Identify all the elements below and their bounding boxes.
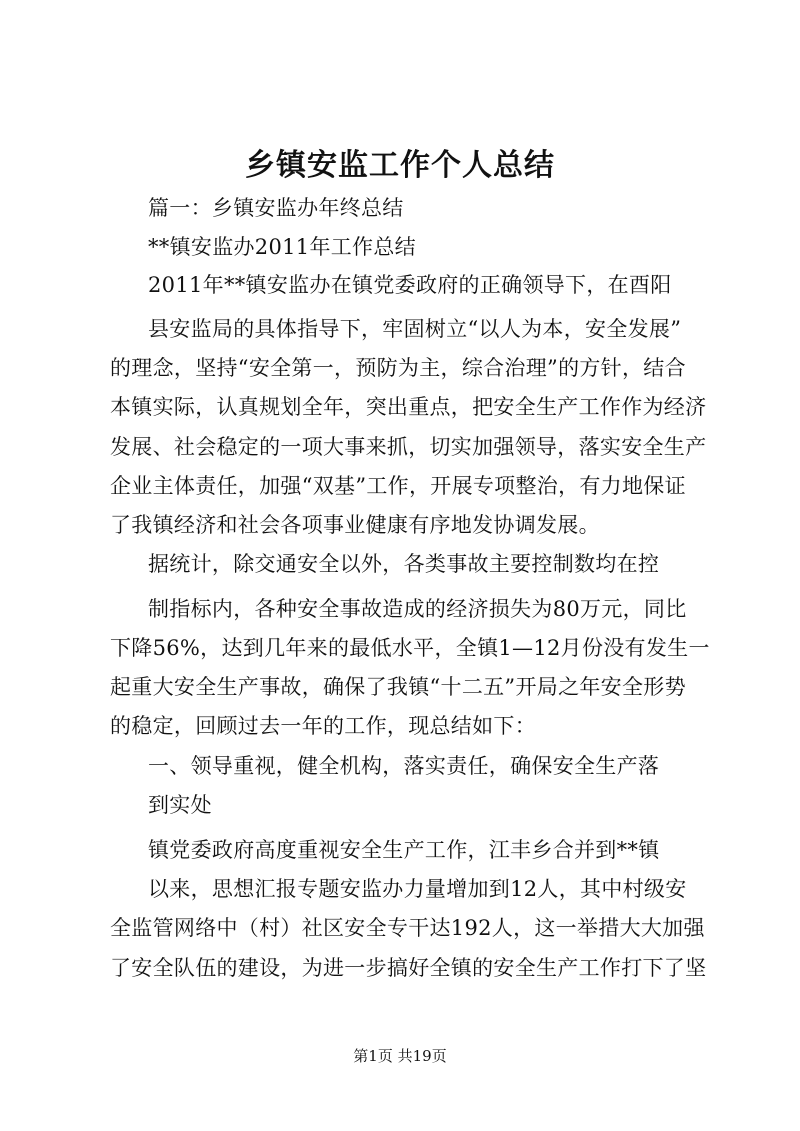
text-line: 制指标内，各种安全事故造成的经济损失为80万元，同比 bbox=[148, 597, 687, 621]
text-line: **镇安监办2011年工作总结 bbox=[148, 235, 416, 259]
text-line: 据统计，除交通安全以外，各类事故主要控制数均在控 bbox=[148, 552, 660, 576]
text-line: 2011年**镇安监办在镇党委政府的正确领导下，在酉阳 bbox=[148, 273, 672, 297]
text-line: 县安监局的具体指导下，牢固树立“以人为本，安全发展” bbox=[148, 317, 682, 341]
text-line: 企业主体责任，加强“双基”工作，开展专项整治，有力地保证 bbox=[110, 474, 686, 498]
text-line: 篇一：乡镇安监办年终总结 bbox=[148, 196, 404, 220]
text-line: 发展、社会稳定的一项大事来抓，切实加强领导，落实安全生产 bbox=[110, 435, 707, 459]
document-title: 乡镇安监工作个人总结 bbox=[245, 148, 555, 183]
text-line: 了安全队伍的建设，为进一步搞好全镇的安全生产工作打下了坚 bbox=[110, 956, 707, 980]
text-line: 下降56%，达到几年来的最低水平，全镇1—12月份没有发生一 bbox=[110, 636, 710, 660]
text-line: 的稳定，回顾过去一年的工作，现总结如下： bbox=[110, 714, 536, 738]
text-line: 镇党委政府高度重视安全生产工作，江丰乡合并到**镇 bbox=[148, 838, 660, 862]
page-footer: 第1页 共19页 bbox=[353, 1047, 447, 1065]
text-line: 本镇实际，认真规划全年，突出重点，把安全生产工作作为经济 bbox=[110, 395, 707, 419]
text-line: 以来，思想汇报专题安监办力量增加到12人，其中村级安 bbox=[148, 877, 687, 901]
text-line: 了我镇经济和社会各项事业健康有序地发协调发展。 bbox=[110, 513, 600, 537]
text-line: 的理念，坚持“安全第一，预防为主，综合治理”的方针，结合 bbox=[110, 356, 686, 380]
text-line: 一、领导重视，健全机构，落实责任，确保安全生产落 bbox=[148, 754, 660, 778]
text-line: 到实处 bbox=[148, 793, 212, 817]
text-line: 全监管网络中（村）社区安全专干达192人，这一举措大大加强 bbox=[110, 916, 705, 940]
text-line: 起重大安全生产事故，确保了我镇“十二五”开局之年安全形势 bbox=[110, 675, 686, 699]
